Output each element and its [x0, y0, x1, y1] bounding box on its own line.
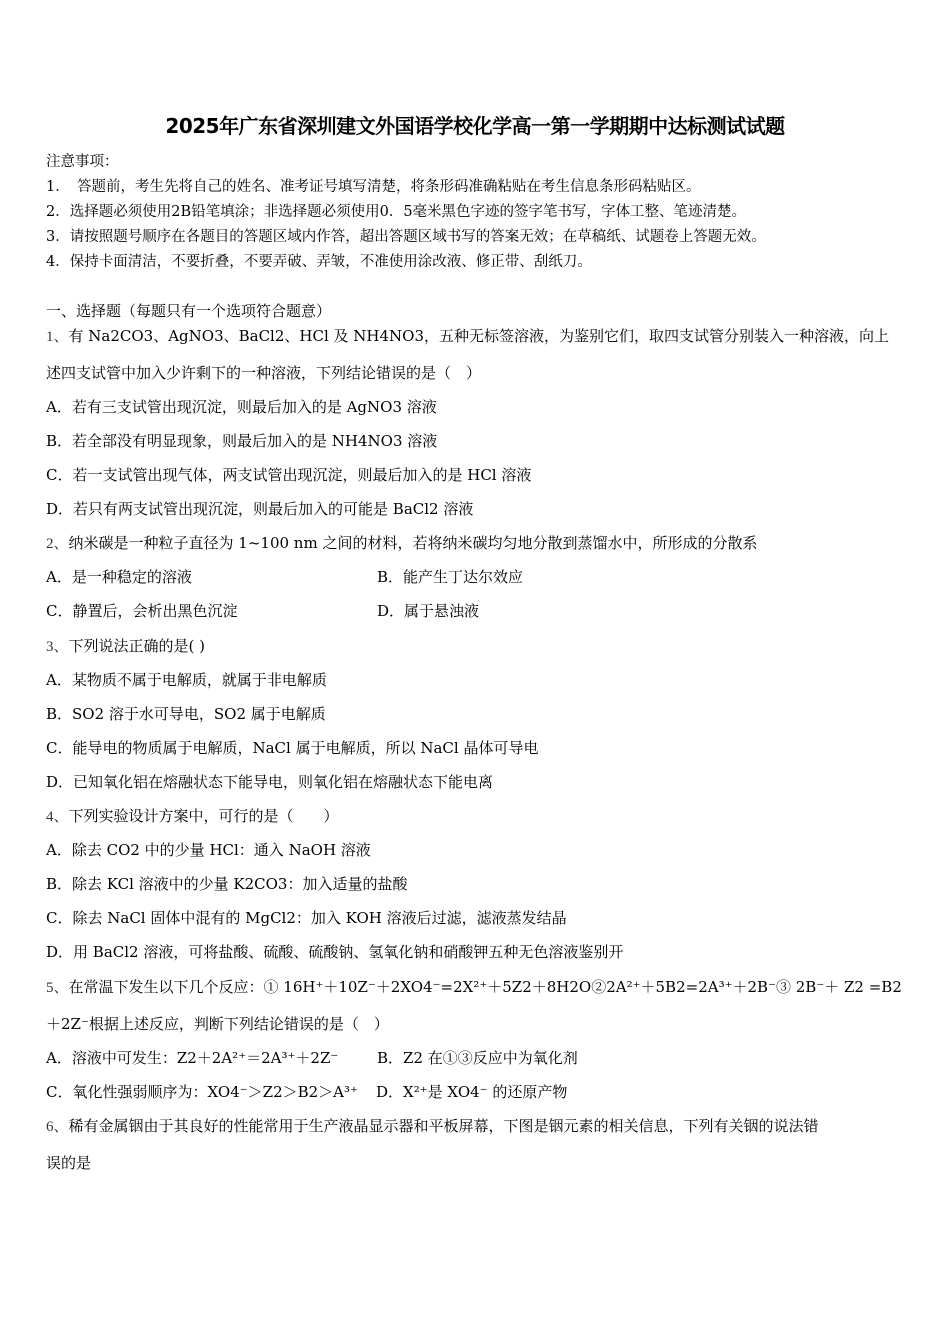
option-c: C．若一支试管出现气体，两支试管出现沉淀，则最后加入的是 HCl 溶液: [46, 466, 532, 484]
option-a: A．若有三支试管出现沉淀，则最后加入的是 AgNO3 溶液: [46, 398, 437, 416]
question-text: 下列实验设计方案中，可行的是（ ）: [68, 807, 339, 825]
option-d: D．用 BaCl2 溶液，可将盐酸、硫酸、硫酸钠、氢氧化钠和硝酸钾五种无色溶液鉴别开: [46, 943, 624, 961]
question-number: 5、: [46, 980, 69, 996]
question-stem: [46, 976, 902, 999]
note-item: 3．请按照题号顺序在各题目的答题区域内作答，超出答题区域书写的答案无效；在草稿纸、试题卷上答题无效。: [46, 229, 766, 245]
option-c: C．氧化性强弱顺序为：XO4⁻＞Z2＞B2＞A³⁺: [46, 1083, 358, 1101]
option-d: D．X²⁺是 XO4⁻ 的还原产物: [376, 1083, 568, 1101]
option-c: C．静置后，会析出黑色沉淀: [46, 602, 238, 620]
option-c: C．除去 NaCl 固体中混有的 MgCl2：加入 KOH 溶液后过滤，滤液蒸发结晶: [46, 909, 567, 927]
question-stem: [46, 1115, 819, 1138]
option-a: A．溶液中可发生：Z2＋2A²⁺＝2A³⁺＋2Z⁻: [46, 1049, 339, 1067]
note-item: 2．选择题必须使用2B铅笔填涂；非选择题必须使用0．5毫米黑色字迹的签字笔书写，字体工整、笔迹清楚。: [46, 204, 747, 220]
question-number: 6、: [46, 1119, 69, 1135]
question-stem-continued: ＋2Z⁻根据上述反应，判断下列结论错误的是（ ）: [46, 1015, 389, 1033]
question-stem: [46, 805, 339, 828]
option-d: D．若只有两支试管出现沉淀，则最后加入的可能是 BaCl2 溶液: [46, 500, 474, 518]
option-d: D．属于悬浊液: [377, 602, 480, 620]
note-item: 1． 答题前，考生先将自己的姓名、准考证号填写清楚，将条形码准确粘贴在考生信息条形码粘贴区。: [46, 179, 701, 195]
option-b: B．Z2 在①③反应中为氧化剂: [377, 1049, 578, 1067]
option-a: A．除去 CO2 中的少量 HCl：通入 NaOH 溶液: [46, 841, 371, 859]
option-d: D．已知氧化铝在熔融状态下能导电，则氧化铝在熔融状态下能电离: [46, 773, 494, 791]
option-a: A．是一种稳定的溶液: [46, 568, 192, 586]
question-number: 1、: [46, 329, 69, 345]
option-c: C．能导电的物质属于电解质，NaCl 属于电解质，所以 NaCl 晶体可导电: [46, 739, 539, 757]
notes-heading: 注意事项：: [46, 154, 119, 170]
note-item: 4．保持卡面清洁，不要折叠，不要弄破、弄皱，不准使用涂改液、修正带、刮纸刀。: [46, 254, 592, 270]
page-title: 2025年广东省深圳建文外国语学校化学高一第一学期期中达标测试试题: [165, 114, 785, 138]
option-b: B．SO2 溶于水可导电，SO2 属于电解质: [46, 705, 326, 723]
option-a: A．某物质不属于电解质，就属于非电解质: [46, 671, 327, 689]
question-number: 2、: [46, 536, 69, 552]
question-text: 有 Na2CO3、AgNO3、BaCl2、HCl 及 NH4NO3，五种无标签溶液，为鉴别它们，取四支试管分别装入一种溶液，向上: [68, 327, 890, 345]
option-b: B．除去 KCl 溶液中的少量 K2CO3：加入适量的盐酸: [46, 875, 408, 893]
question-text: 稀有金属铟由于其良好的性能常用于生产液晶显示器和平板屏幕，下图是铟元素的相关信息，下列有关铟的说法错: [68, 1117, 819, 1135]
question-stem: [46, 635, 205, 658]
question-stem: [46, 532, 757, 555]
option-b: B．能产生丁达尔效应: [377, 568, 524, 586]
question-text: 在常温下发生以下几个反应：① 16H⁺＋10Z⁻＋2XO4⁻=2X²⁺＋5Z2＋8H2O②2A²⁺＋5B2=2A³⁺＋2B⁻③ 2B⁻＋ Z2 =B2: [68, 978, 902, 996]
question-number: 4、: [46, 809, 69, 825]
question-text: 下列说法正确的是( ): [68, 637, 205, 655]
section-heading: 一、选择题（每题只有一个选项符合题意）: [46, 302, 332, 320]
question-stem-continued: 述四支试管中加入少许剩下的一种溶液，下列结论错误的是（ ）: [46, 364, 482, 382]
question-stem: [46, 325, 889, 348]
question-text: 纳米碳是一种粒子直径为 1~100 nm 之间的材料，若将纳米碳均匀地分散到蒸馏水中，所形成的分散系: [68, 534, 758, 552]
option-b: B．若全部没有明显现象，则最后加入的是 NH4NO3 溶液: [46, 432, 438, 450]
question-stem-continued: 误的是: [46, 1154, 92, 1172]
question-number: 3、: [46, 639, 69, 655]
